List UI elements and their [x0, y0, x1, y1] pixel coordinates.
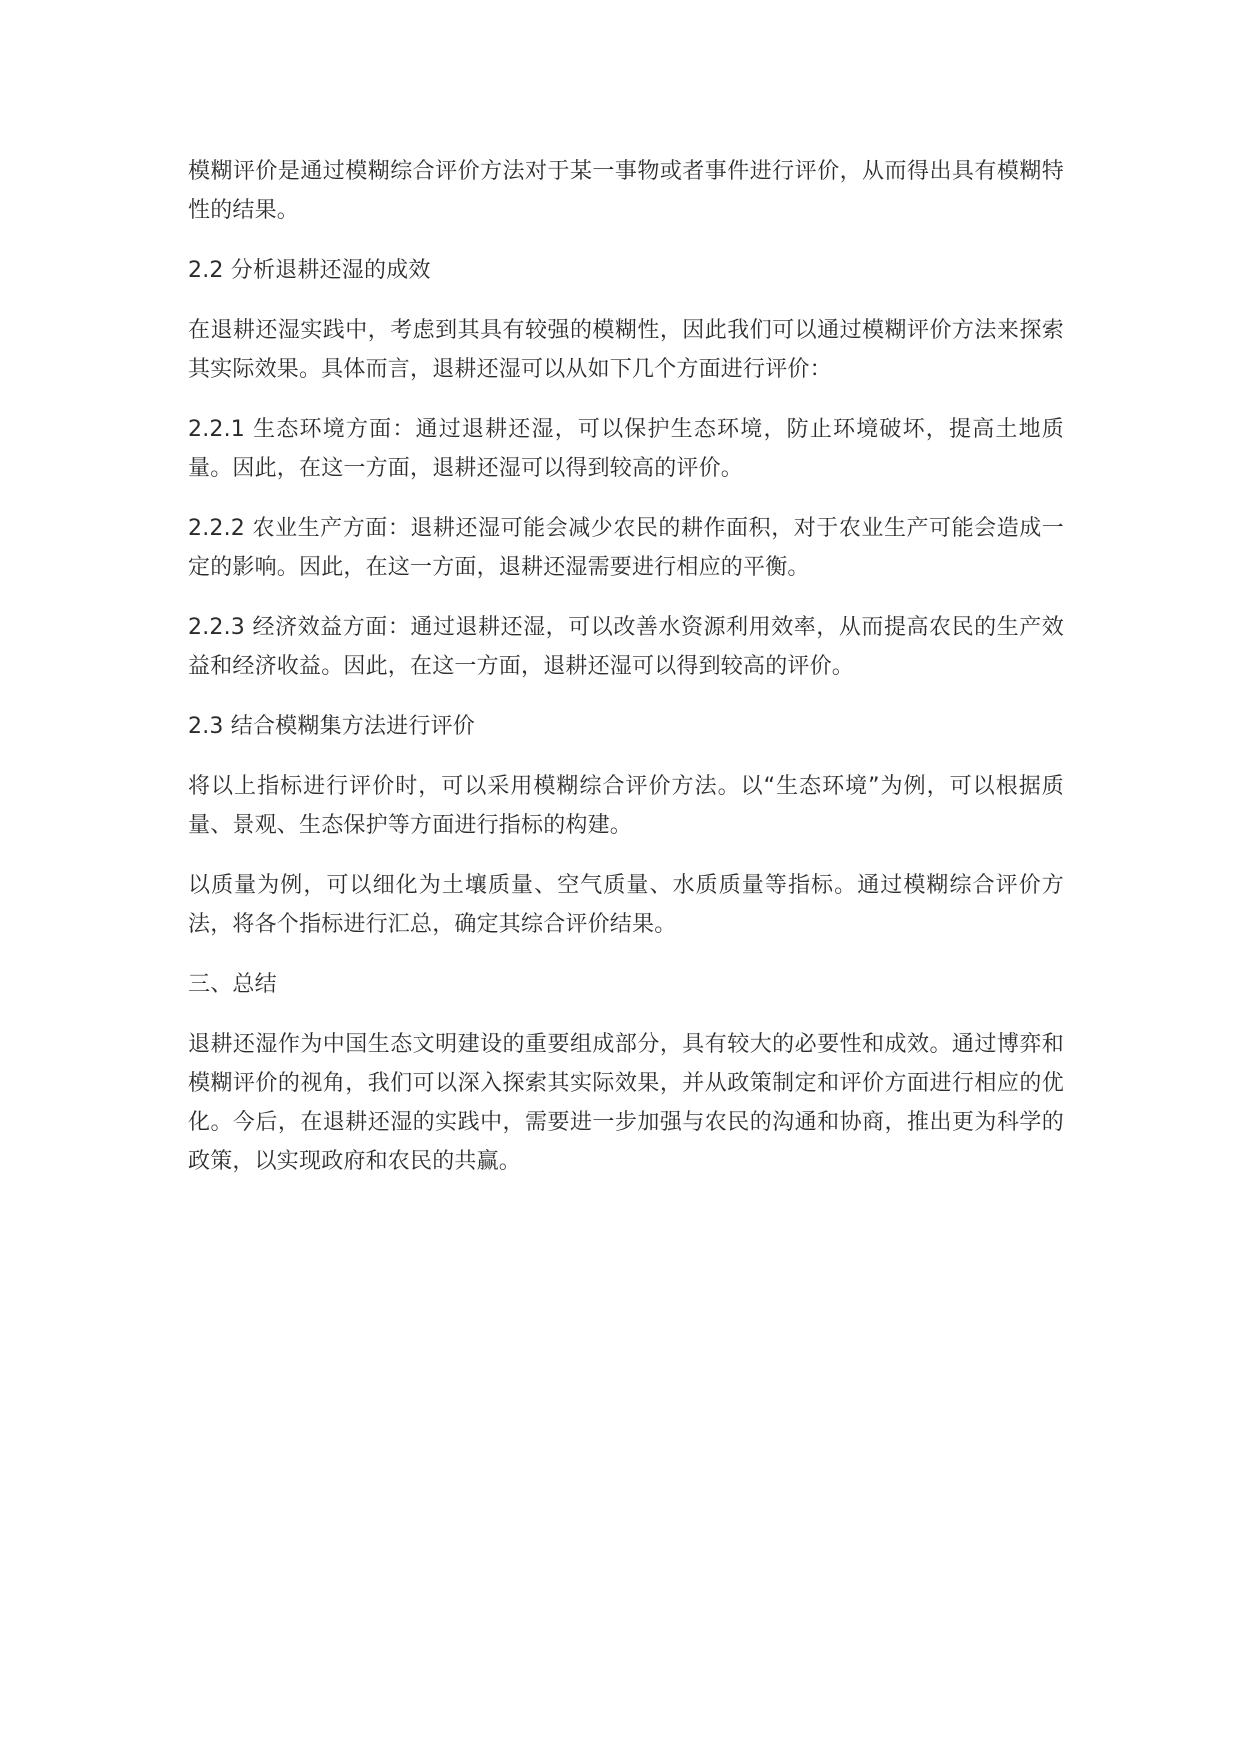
paragraph-indicator-construction: 将以上指标进行评价时，可以采用模糊综合评价方法。以“生态环境”为例，可以根据质量、景观、生态保护等方面进行指标的构建。 — [188, 774, 1064, 838]
paragraph-conclusion: 退耕还湿作为中国生态文明建设的重要组成部分，具有较大的必要性和成效。通过博弈和模糊评价的视角，我们可以深入探索其实际效果，并从政策制定和评价方面进行相应的优化。今后，在退耕还湿的实践中，需要进一步加强与农民的沟通和协商，推出更为科学的政策，以实现政府和农民的共赢。 — [188, 1032, 1064, 1174]
paragraph-2-2-2-agriculture: 2.2.2 农业生产方面：退耕还湿可能会减少农民的耕作面积，对于农业生产可能会造成一定的影响。因此，在这一方面，退耕还湿需要进行相应的平衡。 — [188, 516, 1064, 580]
section-heading-2-2: 2.2 分析退耕还湿的成效 — [188, 258, 431, 283]
paragraph-2-2-1-ecology: 2.2.1 生态环境方面：通过退耕还湿，可以保护生态环境，防止环境破坏，提高土地质量。因此，在这一方面，退耕还湿可以得到较高的评价。 — [188, 417, 1064, 481]
paragraph-fuzzy-evaluation-intro: 模糊评价是通过模糊综合评价方法对于某一事物或者事件进行评价，从而得出具有模糊特性的结果。 — [188, 159, 1064, 223]
paragraph-2-2-3-economy: 2.2.3 经济效益方面：通过退耕还湿，可以改善水资源利用效率，从而提高农民的生产效益和经济收益。因此，在这一方面，退耕还湿可以得到较高的评价。 — [188, 615, 1064, 679]
document-page — [188, 152, 1064, 1202]
section-heading-2-3: 2.3 结合模糊集方法进行评价 — [188, 714, 475, 739]
paragraph-quality-example: 以质量为例，可以细化为土壤质量、空气质量、水质质量等指标。通过模糊综合评价方法，将各个指标进行汇总，确定其综合评价结果。 — [188, 873, 1064, 937]
paragraph-practice-overview: 在退耕还湿实践中，考虑到其具有较强的模糊性，因此我们可以通过模糊评价方法来探索其实际效果。具体而言，退耕还湿可以从如下几个方面进行评价： — [188, 318, 1064, 382]
section-heading-summary: 三、总结 — [188, 972, 277, 997]
